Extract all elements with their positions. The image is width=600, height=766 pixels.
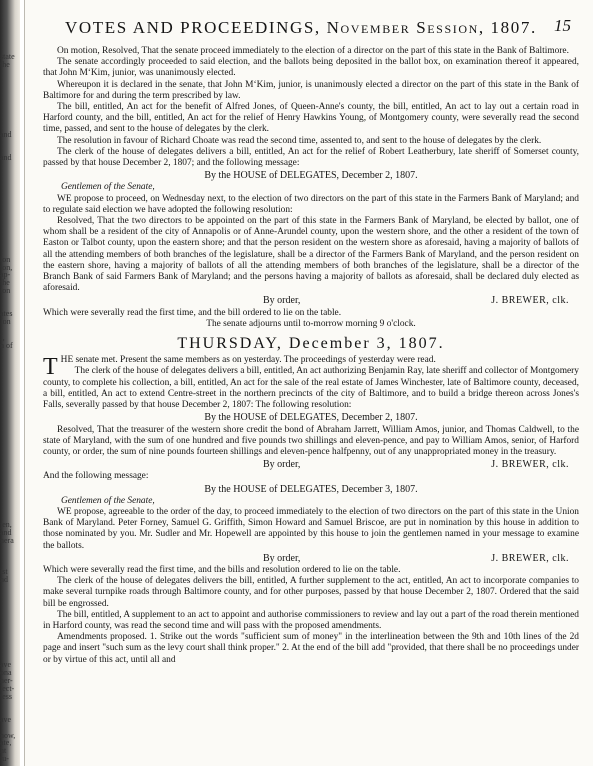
left-page-fragment: ave: [0, 660, 12, 670]
left-page-fragment: tess: [0, 691, 12, 701]
paragraph: WE propose to proceed, on Wednesday next, to the election of two directors on the part of this state in the Farmers Bank of Maryland; and to regulate said election we have adopted the following resolution:: [43, 193, 579, 215]
paragraph: And the following message:: [43, 471, 149, 482]
left-page-fragment: ion: [0, 254, 11, 264]
left-page-fragment: Ion: [0, 317, 11, 327]
paragraph: On motion, Resolved, That the senate proceed immediately to the election of a director on the part of this state in the Bank of Baltimore.: [57, 46, 569, 56]
left-page-fragment: and: [0, 130, 12, 139]
left-page-fragment: ap-: [0, 270, 11, 280]
left-page-fragment: ate,: [0, 738, 12, 748]
left-page-fragment: lect-: [0, 683, 15, 693]
left-page-fragment: I,: [0, 332, 5, 342]
left-page-fragment: nera: [0, 535, 14, 545]
left-page-fragment: the: [0, 59, 10, 69]
by-order: By order,: [263, 459, 301, 471]
left-page-fragment: and: [0, 153, 12, 163]
left-page-fragment: jen,: [0, 520, 12, 529]
left-page-fragment: ion: [0, 286, 11, 295]
signature-line: [43, 295, 579, 306]
clerk-signature: J. BREWER, clk.: [491, 552, 569, 564]
page-header: [25, 0, 593, 46]
clerk-signature: J. BREWER, clk.: [491, 459, 569, 471]
paragraph: [43, 354, 579, 381]
left-page-fragment: n of: [0, 340, 13, 350]
by-order: By order,: [263, 552, 301, 564]
paragraph: The senate accordingly proceeded to said election, and the ballots being deposited in the ballot box, on examination thereof it appeared, that John M‘Kim, junior, was unanimously elected.: [43, 57, 579, 79]
adjournment-note: The senate adjourns until to-morrow morning 9 o'clock.: [206, 318, 416, 329]
day-heading: THURSDAY, December 3, 1807.: [177, 335, 445, 353]
signature-line: [43, 553, 579, 564]
paragraph: Whereupon it is declared in the senate, that John M‘Kim, junior, is unanimously elected a director on the part of this state in the Bank of Baltimore for and during the term prescribed by law.: [43, 79, 579, 101]
left-page-edge: [0, 0, 20, 766]
left-page-fragment: ist: [0, 566, 8, 576]
paragraph: WE propose, agreeable to the order of the day, to proceed immediately to the election of two directors on the part of this state in the Union Bank of Maryland. Peter Forney, Samuel G. Griffith, Simon Howard and Samuel Briscoe, are put in nomination by this house in addition to those nominated by you. Mr. Sudler and Mr. Hopewell are appointed by this house to join the gentlemen named in your message to examine the ballots.: [43, 506, 579, 551]
left-page-fragment: and: [0, 527, 12, 537]
salutation: Gentlemen of the Senate,: [61, 182, 155, 193]
left-page-fragment: ton,: [0, 262, 13, 272]
document-page: [24, 0, 593, 766]
paragraph: Which were severally read the first time, and the bills and resolution ordered to lie on the table.: [43, 564, 401, 575]
signature-line: [43, 459, 579, 470]
clerk-signature: J. BREWER, clk.: [491, 295, 569, 307]
paragraph: The bill, entitled, A supplement to an act to appoint and authorise commissioners to review and lay out a part of the road therein mentioned in Harford county, was read the second time and will pass with the proposed amendments.: [43, 609, 579, 631]
paragraph: The resolution in favour of Richard Choate was read the second time, assented to, and sent to the house of delegates by the clerk.: [57, 135, 542, 146]
drop-cap: T: [43, 354, 58, 381]
by-order: By order,: [263, 295, 301, 307]
left-page-fragment: state: [0, 52, 15, 61]
paragraph: Amendments proposed. 1. Strike out the words "sufficient sum of money" in the interlineation between the 9th and 10th lines of the 2d page and insert "such sum as the levy court shall think proper." 2. At the end of the bill add "provided, that there shall be no proceedings under or by virtue of this act, until all and: [43, 632, 579, 665]
paragraph-text: HE senate met. Present the same members as on yesterday. The proceedings of yesterday were read.: [60, 355, 436, 366]
paragraph: The bill, entitled, An act for the benefit of Alfred Jones, of Queen-Anne's county, the bill, entitled, An act to lay out a certain road in Harford county, and the bill, entitled, An act for the relief of Henry Hawkins Young, of Montgomery county, were severally read the second time, passed, and sent to the house of delegates by the clerk.: [43, 102, 579, 135]
left-page-fragment: ates: [0, 309, 13, 319]
left-page-fragment: the: [0, 278, 10, 288]
left-page-fragment: tu-: [0, 754, 9, 763]
paragraph: The clerk of the house of delegates delivers a bill, entitled, An act for the relief of Robert Leatherbury, late sheriff of Somerset county, passed by that house December 2, 1807; and the following message:: [43, 146, 579, 169]
house-heading: By the HOUSE of DELEGATES, December 2, 1807.: [204, 170, 418, 182]
page-number: 15: [554, 16, 571, 35]
document-body: [25, 46, 593, 666]
house-heading: By the HOUSE of DELEGATES, December 2, 1807.: [204, 412, 418, 424]
paragraph: Resolved, That the two directors to be appointed on the part of this state in the Farmers Bank of Maryland, be elected by ballot, one of whom shall be a resident of the city of Annapolis or of Anne-Arundel county, upon the western shore, and the other a resident of the town of Easton or Talbot county, upon the eastern shore; and that the person resident on the western shore as aforesaid, having a majority of ballots of all the attending members of both branches of the legislature, shall be a director of the Farmers Bank of Maryland, and the person resident on the eastern shore, having a majority of ballots of all the attending members of both branches of the legislature, shall be a director of the Branch Bank of said Farmers Bank of Maryland; and the persons having a majority of ballots as aforesaid, shall be declared duly elected as aforesaid.: [43, 216, 579, 294]
page-title: VOTES AND PROCEEDINGS, November Session, 1807.: [65, 18, 537, 37]
left-page-fragment: ht: [0, 746, 7, 756]
left-page-fragment: ner-: [0, 676, 13, 685]
paragraph: Which were severally read the first time, and the bill ordered to lie on the table.: [43, 307, 342, 318]
house-heading: By the HOUSE of DELEGATES, December 3, 1807.: [204, 483, 418, 495]
paragraph: Resolved, That the treasurer of the western shore credit the bond of Abraham Jarrett, William Amos, junior, and Thomas Caldwell, to the state of Maryland, with the sum of one hundred and five pounds two shillings and eleven-pence, and pay to William Amos, senior, of Harford county, or order, the sum of nine pounds fourteen shillings and eleven-pence halfpenny, out of any unappropriated money in the treasury.: [43, 424, 579, 457]
left-page-fragment: now,: [0, 730, 16, 740]
paragraph: The clerk of the house of delegates delivers the bill, entitled, A further supplement to the act, entitled, An act to incorporate companies to make several turnpike roads through Baltimore county, and for other purposes, passed by that house December 2, 1807. Ordered that the said bill be engrossed.: [43, 576, 579, 609]
left-page-fragment: ona: [0, 668, 12, 678]
paragraph: The clerk of the house of delegates delivers a bill, entitled, An act authorizing Benjamin Ray, late sheriff and collector of Montgomery county, to complete his collection, a bill, entitled, An act for the sale of the real estate of James Winchester, late of Baltimore county, deceased, a bill, entitled, An act to extend Centre-street in the northern precincts of the city of Baltimore, and to build a bridge thereon across Jones's Falls, severally passed by that house December 2, 1807: The following resolution:: [43, 366, 579, 411]
left-page-fragment: ave: [0, 715, 12, 724]
salutation: Gentlemen of the Senate,: [61, 495, 155, 506]
left-page-fragment: nd: [0, 574, 8, 584]
